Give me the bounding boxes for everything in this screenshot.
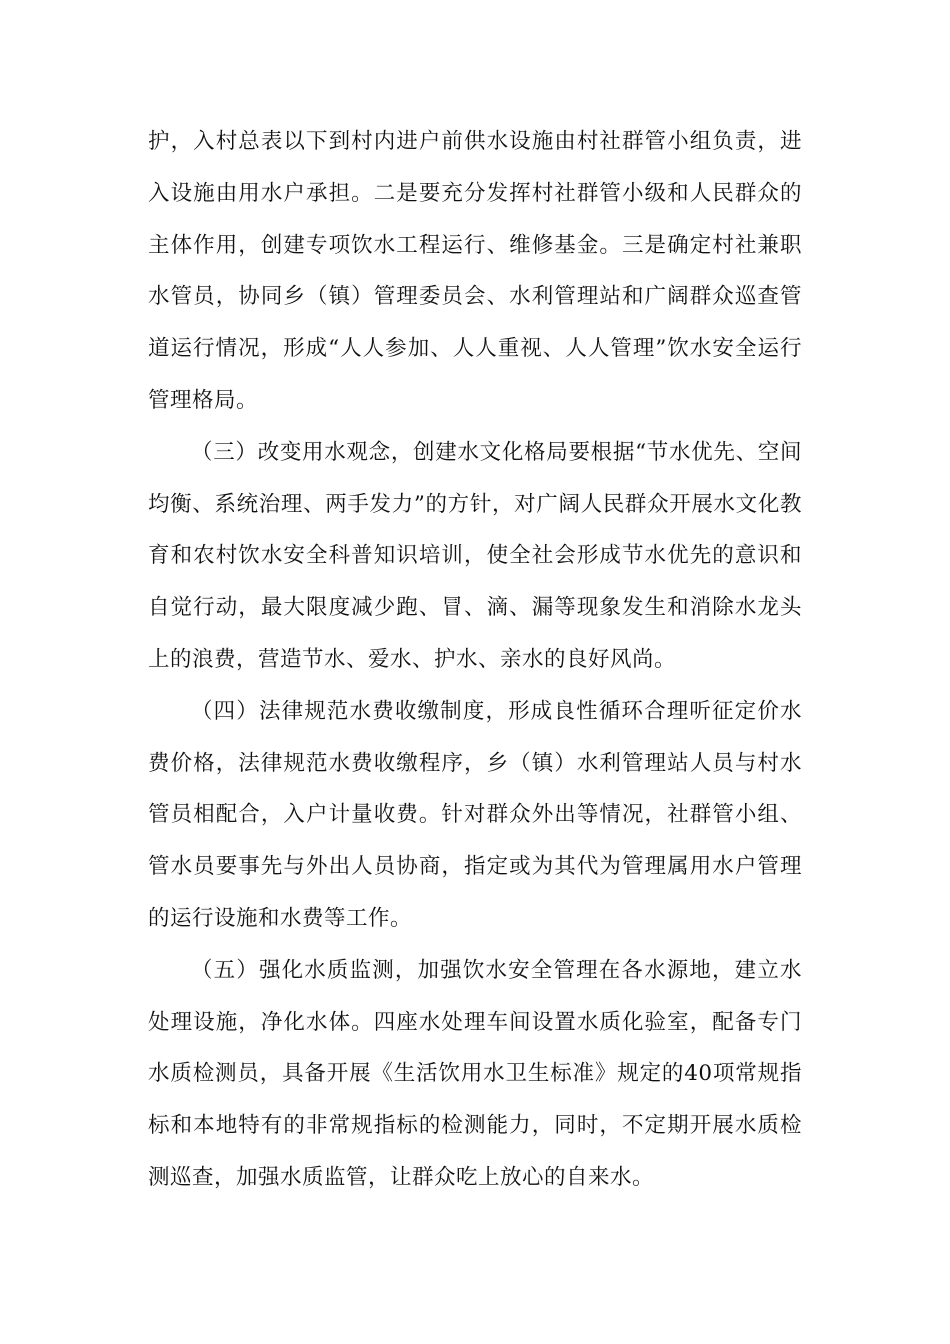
paragraph-section-3: （三）改变用水观念，创建水文化格局要根据“节水优先、空间均衡、系统治理、两手发力”的方针，对广阔人民群众开展水文化教育和农村饮水安全科普知识培训，使全社会形成节水优先的意识和自觉行动，最大限度减少跑、冒、滴、漏等现象发生和消除水龙头上的浪费，营造节水、爱水、护水、亲水的良好风尚。: [148, 439, 802, 672]
paragraph-continuation: 护，入村总表以下到村内进户前供水设施由村社群管小组负责，进入设施由用水户承担。二是要充分发挥村社群管小级和人民群众的主体作用，创建专项饮水工程运行、维修基金。三是确定村社兼职水管员，协同乡（镇）管理委员会、水利管理站和广阔群众巡查管道运行情况，形成“人人参加、人人重视、人人管理”饮水安全运行管理格局。: [148, 129, 802, 413]
paragraph-section-4: （四）法律规范水费收缴制度，形成良性循环合理听征定价水费价格，法律规范水费收缴程序，乡（镇）水利管理站人员与村水管员相配合，入户计量收费。针对群众外出等情况，社群管小组、管水员要事先与外出人员协商，指定或为其代为管理属用水户管理的运行设施和水费等工作。: [148, 698, 802, 931]
document-body: [148, 116, 802, 1204]
paragraph-section-5: （五）强化水质监测，加强饮水安全管理在各水源地，建立水处理设施，净化水体。四座水处理车间设置水质化验室，配备专门水质检测员，具备开展《生活饮用水卫生标准》规定的40项常规指标和本地特有的非常规指标的检测能力，同时，不定期开展水质检测巡查，加强水质监管，让群众吃上放心的自来水。: [148, 957, 802, 1190]
